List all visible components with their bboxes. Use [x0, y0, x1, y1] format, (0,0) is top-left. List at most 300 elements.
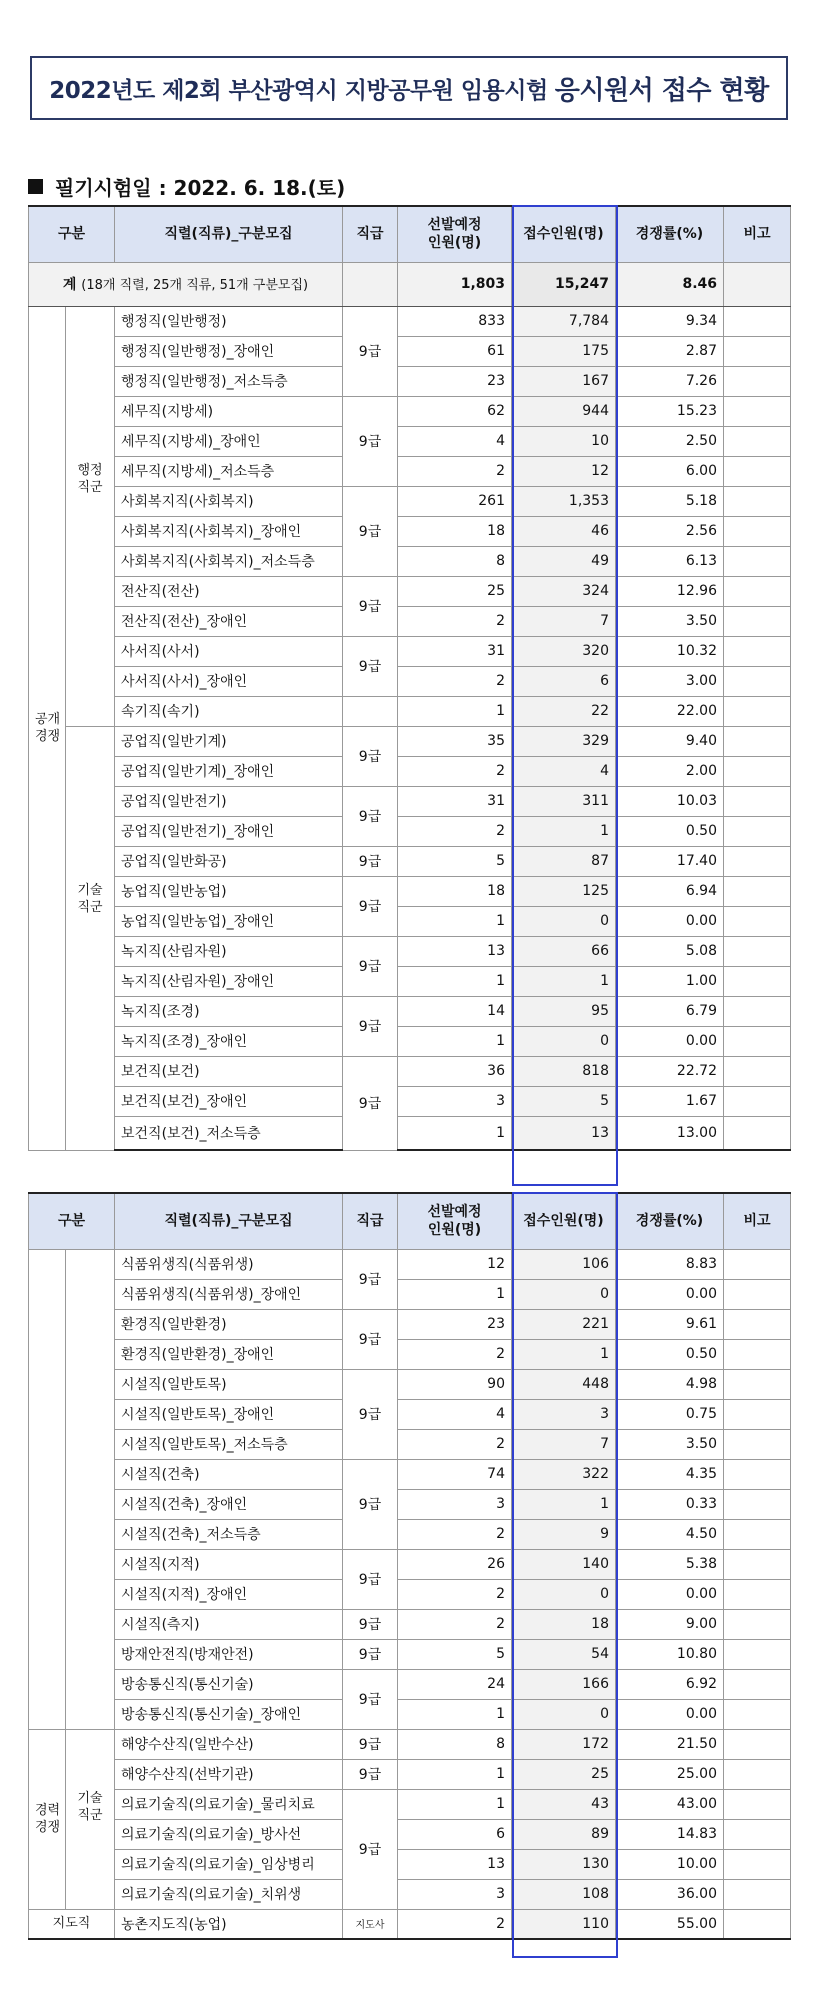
planned-count: 61: [398, 336, 512, 366]
applicant-count: 54: [512, 1639, 616, 1669]
table-row: [29, 1639, 791, 1669]
grade-cell: 9급: [343, 1309, 398, 1369]
title-part2: 응시원서 접수 현황: [554, 75, 769, 106]
total-applicants: 15,247: [512, 262, 616, 306]
note-cell: [724, 1819, 791, 1849]
header-rate: 경쟁률(%): [616, 206, 724, 262]
note-cell: [724, 636, 791, 666]
applicant-count: 66: [512, 936, 616, 966]
subgroup-admin: 행정 직군: [66, 306, 115, 726]
planned-count: 18: [398, 876, 512, 906]
applicant-count: 9: [512, 1519, 616, 1549]
competition-rate: 0.00: [616, 1579, 724, 1609]
applicant-count: 221: [512, 1309, 616, 1339]
competition-rate: 4.98: [616, 1369, 724, 1399]
applicant-count: 25: [512, 1759, 616, 1789]
note-cell: [724, 1429, 791, 1459]
planned-count: 74: [398, 1459, 512, 1489]
competition-rate: 4.35: [616, 1459, 724, 1489]
competition-rate: 15.23: [616, 396, 724, 426]
planned-count: 1: [398, 966, 512, 996]
header-note: 비고: [724, 1193, 791, 1249]
table-row: [29, 1086, 791, 1116]
planned-count: 31: [398, 786, 512, 816]
planned-count: 2: [398, 1429, 512, 1459]
group-guidance: 지도직: [29, 1909, 115, 1939]
position-name: 녹지직(산림자원): [115, 936, 343, 966]
competition-rate: 2.50: [616, 426, 724, 456]
competition-rate: 4.50: [616, 1519, 724, 1549]
table-row: [29, 366, 791, 396]
table-row: [29, 1609, 791, 1639]
applicant-count: 329: [512, 726, 616, 756]
planned-count: 3: [398, 1489, 512, 1519]
planned-count: 6: [398, 1819, 512, 1849]
planned-count: 1: [398, 1699, 512, 1729]
table-row: [29, 1729, 791, 1759]
note-cell: [724, 306, 791, 336]
table-row: [29, 1429, 791, 1459]
applicant-count: 46: [512, 516, 616, 546]
note-cell: [724, 1116, 791, 1150]
competition-rate: 0.50: [616, 816, 724, 846]
planned-count: 5: [398, 1639, 512, 1669]
applicant-count: 87: [512, 846, 616, 876]
planned-count: 62: [398, 396, 512, 426]
header-applicants: 접수인원(명): [512, 206, 616, 262]
competition-rate: 9.34: [616, 306, 724, 336]
exam-date-heading: [28, 172, 345, 201]
note-cell: [724, 1369, 791, 1399]
competition-rate: 3.50: [616, 606, 724, 636]
planned-count: 13: [398, 936, 512, 966]
table-row: [29, 876, 791, 906]
grade-cell: 9급: [343, 1459, 398, 1549]
position-name: 의료기술직(의료기술)_치위생: [115, 1879, 343, 1909]
note-cell: [724, 1729, 791, 1759]
table-row: [29, 1116, 791, 1150]
table-row: [29, 546, 791, 576]
table-row: [29, 816, 791, 846]
position-name: 녹지직(조경): [115, 996, 343, 1026]
table-row: [29, 1279, 791, 1309]
table-row: [29, 1549, 791, 1579]
table-row: [29, 636, 791, 666]
position-name: 세무직(지방세)_저소득층: [115, 456, 343, 486]
competition-rate: 17.40: [616, 846, 724, 876]
grade-cell: 9급: [343, 306, 398, 396]
competition-rate: 22.72: [616, 1056, 724, 1086]
planned-count: 2: [398, 1579, 512, 1609]
table-row: [29, 336, 791, 366]
note-cell: [724, 1879, 791, 1909]
applicant-count: 7: [512, 1429, 616, 1459]
competition-rate: 7.26: [616, 366, 724, 396]
applicant-count: 95: [512, 996, 616, 1026]
note-cell: [724, 336, 791, 366]
total-planned: 1,803: [398, 262, 512, 306]
header-rate: 경쟁률(%): [616, 1193, 724, 1249]
position-name: 식품위생직(식품위생)_장애인: [115, 1279, 343, 1309]
note-cell: [724, 756, 791, 786]
competition-rate: 25.00: [616, 1759, 724, 1789]
applicant-count: 0: [512, 1579, 616, 1609]
position-name: 식품위생직(식품위생): [115, 1249, 343, 1279]
note-cell: [724, 906, 791, 936]
planned-count: 833: [398, 306, 512, 336]
table-row: [29, 1399, 791, 1429]
competition-rate: 0.33: [616, 1489, 724, 1519]
planned-count: 4: [398, 1399, 512, 1429]
planned-count: 35: [398, 726, 512, 756]
position-name: 해양수산직(선박기관): [115, 1759, 343, 1789]
title-part1: 2022년도 제2회 부산광역시 지방공무원 임용시험: [49, 77, 548, 104]
note-cell: [724, 1909, 791, 1939]
competition-rate: 9.00: [616, 1609, 724, 1639]
position-name: 농촌지도직(농업): [115, 1909, 343, 1939]
competition-rate: 22.00: [616, 696, 724, 726]
planned-count: 23: [398, 1309, 512, 1339]
grade-cell: 9급: [343, 846, 398, 876]
grade-cell: 9급: [343, 1609, 398, 1639]
table-row: [29, 1819, 791, 1849]
position-name: 세무직(지방세)_장애인: [115, 426, 343, 456]
note-cell: [724, 1459, 791, 1489]
competition-rate: 10.80: [616, 1639, 724, 1669]
competition-rate: 12.96: [616, 576, 724, 606]
table-row: [29, 936, 791, 966]
table-row: [29, 1489, 791, 1519]
planned-count: 8: [398, 546, 512, 576]
position-name: 시설직(일반토목)_장애인: [115, 1399, 343, 1429]
competition-rate: 6.92: [616, 1669, 724, 1699]
table-row: [29, 1909, 791, 1939]
grade-cell: 9급: [343, 1759, 398, 1789]
planned-count: 4: [398, 426, 512, 456]
note-cell: [724, 1519, 791, 1549]
grade-cell: 9급: [343, 876, 398, 936]
note-cell: [724, 486, 791, 516]
note-cell: [724, 1279, 791, 1309]
planned-count: 1: [398, 1789, 512, 1819]
grade-cell: 9급: [343, 636, 398, 696]
position-name: 농업직(일반농업): [115, 876, 343, 906]
applicant-count: 324: [512, 576, 616, 606]
applicant-count: 18: [512, 1609, 616, 1639]
planned-count: 2: [398, 1609, 512, 1639]
header-position: 직렬(직류)_구분모집: [115, 1193, 343, 1249]
position-name: 해양수산직(일반수산): [115, 1729, 343, 1759]
competition-rate: 14.83: [616, 1819, 724, 1849]
position-name: 공업직(일반전기)_장애인: [115, 816, 343, 846]
applicant-count: 7: [512, 606, 616, 636]
table-row: [29, 1309, 791, 1339]
planned-count: 2: [398, 456, 512, 486]
position-name: 의료기술직(의료기술)_임상병리: [115, 1849, 343, 1879]
table-row: [29, 996, 791, 1026]
grade-cell: 9급: [343, 576, 398, 636]
table-row: [29, 756, 791, 786]
table-row: [29, 1759, 791, 1789]
total-row: [29, 262, 791, 306]
applicant-count: 166: [512, 1669, 616, 1699]
applicant-count: 12: [512, 456, 616, 486]
position-name: 공업직(일반기계)_장애인: [115, 756, 343, 786]
applicant-count: 6: [512, 666, 616, 696]
applicant-count: 49: [512, 546, 616, 576]
competition-rate: 3.50: [616, 1429, 724, 1459]
note-cell: [724, 1249, 791, 1279]
grade-cell: 9급: [343, 486, 398, 576]
note-cell: [724, 1339, 791, 1369]
note-cell: [724, 996, 791, 1026]
table-row: [29, 1249, 791, 1279]
position-name: 방송통신직(통신기술): [115, 1669, 343, 1699]
grade-cell: 9급: [343, 1729, 398, 1759]
header-position: 직렬(직류)_구분모집: [115, 206, 343, 262]
applicant-count: 0: [512, 1026, 616, 1056]
planned-count: 3: [398, 1086, 512, 1116]
competition-rate: 0.00: [616, 1026, 724, 1056]
note-cell: [724, 1489, 791, 1519]
note-cell: [724, 726, 791, 756]
position-name: 사서직(사서): [115, 636, 343, 666]
applicant-count: 110: [512, 1909, 616, 1939]
applicant-count: 13: [512, 1116, 616, 1150]
grade-cell: 9급: [343, 996, 398, 1056]
position-name: 시설직(일반토목)_저소득층: [115, 1429, 343, 1459]
planned-count: 3: [398, 1879, 512, 1909]
position-name: 의료기술직(의료기술)_방사선: [115, 1819, 343, 1849]
table-row: [29, 1459, 791, 1489]
applicant-count: 0: [512, 1699, 616, 1729]
total-rate: 8.46: [616, 262, 724, 306]
planned-count: 18: [398, 516, 512, 546]
table-row: [29, 906, 791, 936]
applicant-count: 1: [512, 1339, 616, 1369]
note-cell: [724, 846, 791, 876]
position-name: 의료기술직(의료기술)_물리치료: [115, 1789, 343, 1819]
table-row: [29, 786, 791, 816]
applicant-count: 7,784: [512, 306, 616, 336]
grade-cell: 9급: [343, 1056, 398, 1150]
note-cell: [724, 1026, 791, 1056]
header-planned: 선발예정 인원(명): [398, 1193, 512, 1249]
total-label: 계 (18개 직렬, 25개 직류, 51개 구분모집): [29, 262, 343, 306]
position-name: 시설직(지적)_장애인: [115, 1579, 343, 1609]
planned-count: 90: [398, 1369, 512, 1399]
note-cell: [724, 576, 791, 606]
position-name: 사회복지직(사회복지)_저소득층: [115, 546, 343, 576]
competition-rate: 9.40: [616, 726, 724, 756]
planned-count: 13: [398, 1849, 512, 1879]
position-name: 공업직(일반전기): [115, 786, 343, 816]
position-name: 시설직(측지): [115, 1609, 343, 1639]
table-row: [29, 1026, 791, 1056]
planned-count: 12: [398, 1249, 512, 1279]
position-name: 행정직(일반행정)_저소득층: [115, 366, 343, 396]
note-cell: [724, 1849, 791, 1879]
table-row: [29, 726, 791, 756]
applicant-count: 10: [512, 426, 616, 456]
applicant-count: 167: [512, 366, 616, 396]
competition-rate: 6.79: [616, 996, 724, 1026]
table-row: [29, 1849, 791, 1879]
position-name: 시설직(건축): [115, 1459, 343, 1489]
competition-rate: 5.08: [616, 936, 724, 966]
table-row: [29, 306, 791, 336]
table-row: [29, 1669, 791, 1699]
applicant-count: 22: [512, 696, 616, 726]
grade-cell: 9급: [343, 1669, 398, 1729]
position-name: 속기직(속기): [115, 696, 343, 726]
grade-cell: 9급: [343, 1249, 398, 1309]
position-name: 사회복지직(사회복지): [115, 486, 343, 516]
applicant-count: 0: [512, 1279, 616, 1309]
square-bullet-icon: [28, 179, 43, 194]
applicant-count: 322: [512, 1459, 616, 1489]
planned-count: 2: [398, 1519, 512, 1549]
note-cell: [724, 876, 791, 906]
competition-rate: 3.00: [616, 666, 724, 696]
applicant-count: 43: [512, 1789, 616, 1819]
applicant-count: 108: [512, 1879, 616, 1909]
note-cell: [724, 1579, 791, 1609]
planned-count: 2: [398, 756, 512, 786]
competition-rate: 6.94: [616, 876, 724, 906]
planned-count: 1: [398, 1116, 512, 1150]
planned-count: 14: [398, 996, 512, 1026]
note-cell: [724, 1086, 791, 1116]
position-name: 공업직(일반화공): [115, 846, 343, 876]
grade-cell: 9급: [343, 786, 398, 846]
table-row: [29, 1519, 791, 1549]
table-row: [29, 666, 791, 696]
position-name: 농업직(일반농업)_장애인: [115, 906, 343, 936]
applicant-count: 1: [512, 816, 616, 846]
grade-cell: 9급: [343, 936, 398, 996]
note-cell: [724, 1056, 791, 1086]
note-cell: [724, 1609, 791, 1639]
competition-rate: 9.61: [616, 1309, 724, 1339]
applicant-count: 4: [512, 756, 616, 786]
header-planned: 선발예정 인원(명): [398, 206, 512, 262]
applicant-count: 1: [512, 1489, 616, 1519]
table-row: [29, 396, 791, 426]
header-grade: 직급: [343, 206, 398, 262]
note-cell: [724, 1549, 791, 1579]
position-name: 전산직(전산): [115, 576, 343, 606]
table-row: [29, 846, 791, 876]
table-row: [29, 486, 791, 516]
position-name: 녹지직(산림자원)_장애인: [115, 966, 343, 996]
competition-rate: 1.00: [616, 966, 724, 996]
competition-rate: 2.00: [616, 756, 724, 786]
competition-rate: 6.13: [616, 546, 724, 576]
planned-count: 2: [398, 606, 512, 636]
applicant-count: 125: [512, 876, 616, 906]
position-name: 방송통신직(통신기술)_장애인: [115, 1699, 343, 1729]
note-cell: [724, 396, 791, 426]
competition-rate: 0.50: [616, 1339, 724, 1369]
competition-rate: 55.00: [616, 1909, 724, 1939]
planned-count: 8: [398, 1729, 512, 1759]
competition-rate: 13.00: [616, 1116, 724, 1150]
applicant-count: 3: [512, 1399, 616, 1429]
header-applicants: 접수인원(명): [512, 1193, 616, 1249]
planned-count: 36: [398, 1056, 512, 1086]
note-cell: [724, 696, 791, 726]
grade-cell: 9급: [343, 1549, 398, 1609]
table-row: [29, 1369, 791, 1399]
subgroup-tech: 기술 직군: [66, 726, 115, 1150]
applicant-count: 448: [512, 1369, 616, 1399]
grade-cell: 9급: [343, 1639, 398, 1669]
planned-count: 1: [398, 1279, 512, 1309]
position-name: 보건직(보건)_장애인: [115, 1086, 343, 1116]
applicant-count: 130: [512, 1849, 616, 1879]
table-row: [29, 1579, 791, 1609]
table-row: [29, 516, 791, 546]
position-name: 세무직(지방세): [115, 396, 343, 426]
subgroup-continued: [66, 1249, 115, 1729]
document-title: [30, 56, 788, 120]
note-cell: [724, 1399, 791, 1429]
grade-cell: 9급: [343, 1789, 398, 1909]
competition-rate: 2.56: [616, 516, 724, 546]
position-name: 시설직(건축)_저소득층: [115, 1519, 343, 1549]
planned-count: 25: [398, 576, 512, 606]
applicant-count: 140: [512, 1549, 616, 1579]
position-name: 행정직(일반행정)_장애인: [115, 336, 343, 366]
applicant-table-part2: [28, 1192, 791, 1940]
note-cell: [724, 1759, 791, 1789]
note-cell: [724, 1669, 791, 1699]
applicant-count: 175: [512, 336, 616, 366]
competition-rate: 36.00: [616, 1879, 724, 1909]
applicant-table-part1: [28, 205, 791, 1151]
position-name: 시설직(건축)_장애인: [115, 1489, 343, 1519]
competition-rate: 5.18: [616, 486, 724, 516]
competition-rate: 10.32: [616, 636, 724, 666]
group-public-competition: 공개 경쟁: [29, 306, 66, 1150]
table-row: [29, 1879, 791, 1909]
position-name: 보건직(보건)_저소득층: [115, 1116, 343, 1150]
table-row: [29, 1699, 791, 1729]
planned-count: 2: [398, 1909, 512, 1939]
competition-rate: 0.00: [616, 1699, 724, 1729]
note-cell: [724, 966, 791, 996]
planned-count: 1: [398, 1759, 512, 1789]
grade-cell: 지도사: [343, 1909, 398, 1939]
note-cell: [724, 516, 791, 546]
planned-count: 26: [398, 1549, 512, 1579]
note-cell: [724, 666, 791, 696]
note-cell: [724, 816, 791, 846]
table-row: [29, 696, 791, 726]
table-row: [29, 1056, 791, 1086]
position-name: 환경직(일반환경): [115, 1309, 343, 1339]
position-name: 환경직(일반환경)_장애인: [115, 1339, 343, 1369]
competition-rate: 8.83: [616, 1249, 724, 1279]
applicant-count: 1,353: [512, 486, 616, 516]
competition-rate: 5.38: [616, 1549, 724, 1579]
competition-rate: 6.00: [616, 456, 724, 486]
table-row: [29, 1789, 791, 1819]
position-name: 사서직(사서)_장애인: [115, 666, 343, 696]
position-name: 녹지직(조경)_장애인: [115, 1026, 343, 1056]
competition-rate: 10.00: [616, 1849, 724, 1879]
